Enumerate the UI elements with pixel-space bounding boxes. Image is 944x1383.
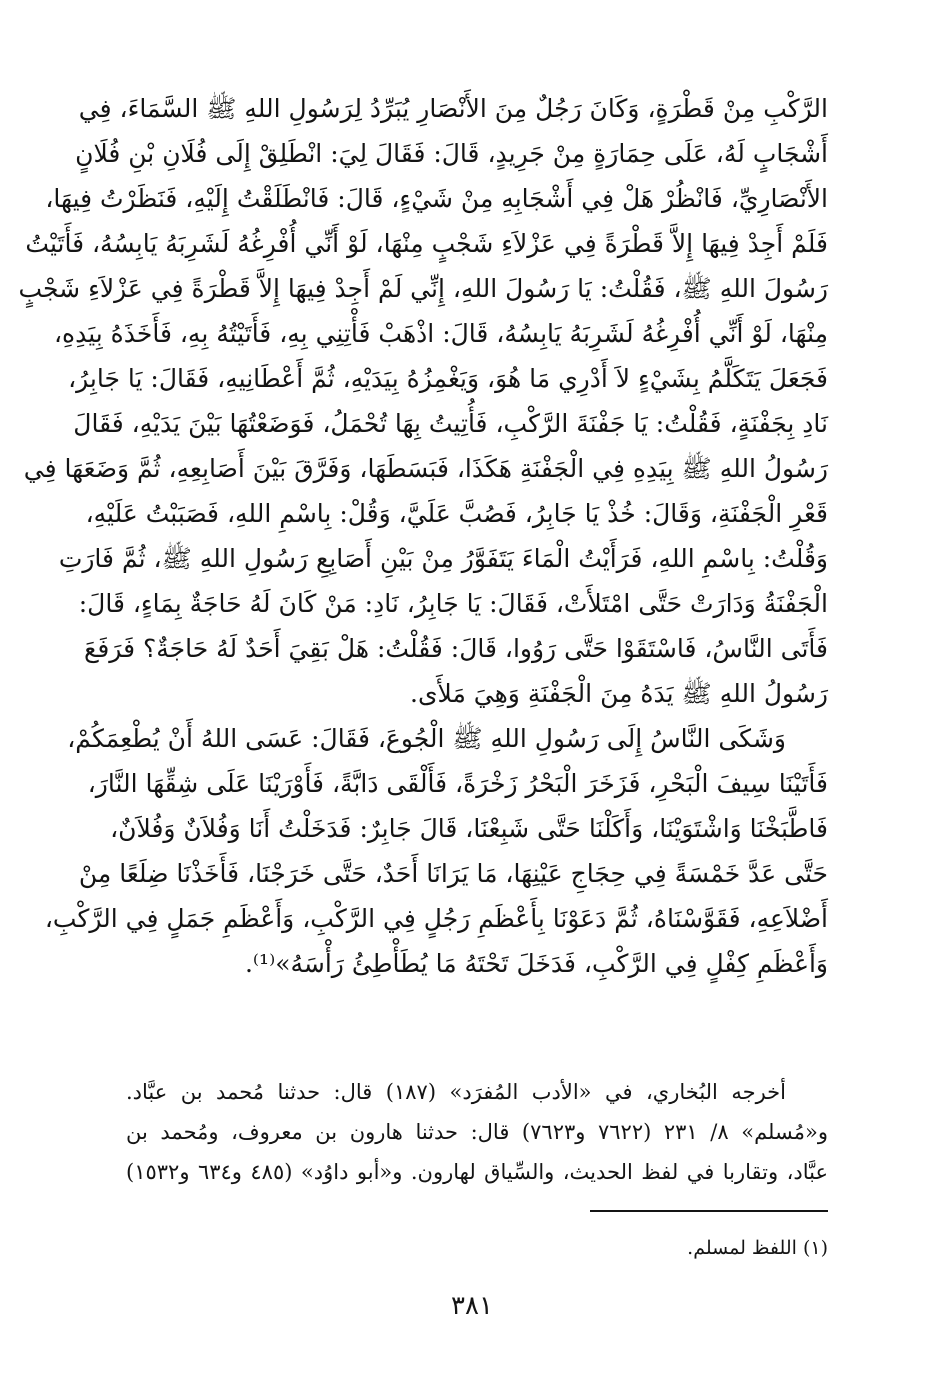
text-line: رَسُولُ اللهِ ﷺ يَدَهُ مِنَ الْجَفْنَةِ وَهِيَ مَلأَى. [410, 679, 828, 708]
text-line: فَجَعَلَ يَتَكَلَّمُ بِشَيْءٍ لاَ أَدْرِي مَا هُوَ، وَيَغْمِزُهُ بِيَدَيْهِ، ثُمَّ أَعْطَانِيهِ، فَقَالَ: يَا جَابِرُ، [68, 364, 828, 393]
takhrij-line: و«مُسلم» ٨/ ٢٣١ (٧٦٢٢ و٧٦٢٣) قال: حدثنا هارون بن معروف، ومُحمد بن [126, 1120, 828, 1144]
text-line: مِنْهَا، لَوْ أَنِّي أُفْرِغُهُ لَشَرِبَهُ يَابِسُهُ، قَالَ: اذْهَبْ فَأْتِنِي بِهِ، فَأَتَيْتُهُ بِهِ، فَأَخَذَهُ بِيَدِهِ، [53, 319, 828, 348]
text-line: الرَّكْبِ مِنْ قَطْرَةٍ، وَكَانَ رَجُلٌ مِنَ الأَنْصَارِ يُبَرِّدُ لِرَسُولِ اللهِ ﷺ السَّمَاءَ، فِي [78, 94, 828, 123]
text-line: نَادِ بِجَفْنَةٍ، فَقُلْتُ: يَا جَفْنَةَ الرَّكْبِ، فَأُتِيتُ بِهَا تُحْمَلُ، فَوَضَعْتُهَا بَيْنَ يَدَيْهِ، فَقَالَ [73, 409, 828, 438]
takhrij-line: أخرجه البُخاري، في «الأدب المُفرَد» (١٨٧) قال: حدثنا مُحمد بن عبَّاد. [126, 1080, 786, 1104]
text-line: قَعْرِ الْجَفْنَةِ، وَقَالَ: خُذْ يَا جَابِرُ، فَصُبَّ عَلَيَّ، وَقُلْ: بِاسْمِ اللهِ، فَصَبَبْتُ عَلَيْهِ، [85, 499, 828, 528]
text-line: فَأَتَى النَّاسُ، فَاسْتَقَوْا حَتَّى رَوُوا، قَالَ: فَقُلْتُ: هَلْ بَقِيَ أَحَدٌ لَهُ حَاجَةٌ؟ فَرَفَعَ [84, 634, 828, 663]
paragraph-start-line: وَشَكَى النَّاسُ إِلَى رَسُولِ اللهِ ﷺ الْجُوعَ، فَقَالَ: عَسَى اللهُ أَنْ يُطْعِمَكُمْ، [67, 724, 786, 753]
takhrij-line: عبَّاد، وتقاربا في لفظ الحديث، والسِّياق لهارون. و«أبو داوُد» (٤٨٥ و٦٣٤ و١٥٣٢) [126, 1160, 828, 1184]
text-line: الْجَفْنَةُ وَدَارَتْ حَتَّى امْتَلأَتْ، فَقَالَ: يَا جَابِرُ، نَادِ: مَنْ كَانَ لَهُ حَاجَةٌ بِمَاءٍ، قَالَ: [78, 589, 828, 618]
text-line: رَسُولُ اللهِ ﷺ بِيَدِهِ فِي الْجَفْنَةِ هَكَذَا، فَبَسَطَهَا، وَفَرَّقَ بَيْنَ أَصَابِعِهِ، ثُمَّ وَضَعَهَا فِي [23, 454, 828, 483]
page-number: ٣٨١ [451, 1291, 493, 1321]
text-line: أَشْجَابٍ لَهُ، عَلَى حِمَارَةٍ مِنْ جَرِيدٍ، قَالَ: فَقَالَ لِيَ: انْطَلِقْ إِلَى فُلَانِ بْنِ فُلَانٍ [75, 139, 828, 168]
text-line: وَأَعْظَمِ كِفْلٍ فِي الرَّكْبِ، فَدَخَلَ تَحْتَهُ مَا يُطَأْطِئُ رَأْسَهُ»⁽¹⁾. [244, 949, 828, 978]
text-line: رَسُولَ اللهِ ﷺ، فَقُلْتُ: يَا رَسُولَ اللهِ، إِنِّي لَمْ أَجِدْ فِيهَا إِلاَّ قَطْرَةً فِي عَزْلاَءِ شَجْبٍ [18, 274, 828, 303]
takhrij-paragraph [126, 1072, 828, 1192]
text-line: حَتَّى عَدَّ خَمْسَةً فِي حِجَاجِ عَيْنِهَا، مَا يَرَانَا أَحَدٌ، حَتَّى خَرَجْنَا، فَأَخَذْنَا ضِلَعًا مِنْ [78, 859, 828, 888]
footnote: (١) اللفظ لمسلم. [687, 1237, 828, 1259]
text-line: أَضْلاَعِهِ، فَقَوَّسْنَاهُ، ثُمَّ دَعَوْنَا بِأَعْظَمِ رَجُلٍ فِي الرَّكْبِ، وَأَعْظَمِ جَمَلٍ فِي الرَّكْبِ، [44, 904, 828, 933]
text-line: الأَنْصَارِيِّ، فَانْظُرْ هَلْ فِي أَشْجَابِهِ مِنْ شَيْءٍ، قَالَ: فَانْطَلَقْتُ إِلَيْهِ، فَنَظَرْتُ فِيهَا، [45, 184, 828, 213]
text-line: فَلَمْ أَجِدْ فِيهَا إِلاَّ قَطْرَةً فِي عَزْلاَءِ شَجْبٍ مِنْهَا، لَوْ أَنِّي أُفْرِغُهُ لَشَرِبَهُ يَابِسُهُ، فَأَتَيْتُ [25, 229, 828, 258]
hadith-text [18, 86, 828, 986]
text-line: وَقُلْتُ: بِاسْمِ اللهِ، فَرَأَيْتُ الْمَاءَ يَتَفَوَّرُ مِنْ بَيْنِ أَصَابِعِ رَسُولِ اللهِ ﷺ، ثُمَّ فَارَتِ [58, 544, 828, 573]
text-line: فَاطَّبَخْنَا وَاشْتَوَيْنَا، وَأَكَلْنَا حَتَّى شَبِعْنَا، قَالَ جَابِرٌ: فَدَخَلْتُ أَنَا وَفُلاَنٌ وَفُلاَنٌ، [110, 814, 828, 843]
text-line: فَأَتَيْنَا سِيفَ الْبَحْرِ، فَزَخَرَ الْبَحْرُ زَخْرَةً، فَأَلْقَى دَابَّةً، فَأَوْرَيْنَا عَلَى شِقِّهَا النَّارَ، [87, 769, 828, 798]
footnote-divider [590, 1210, 828, 1212]
